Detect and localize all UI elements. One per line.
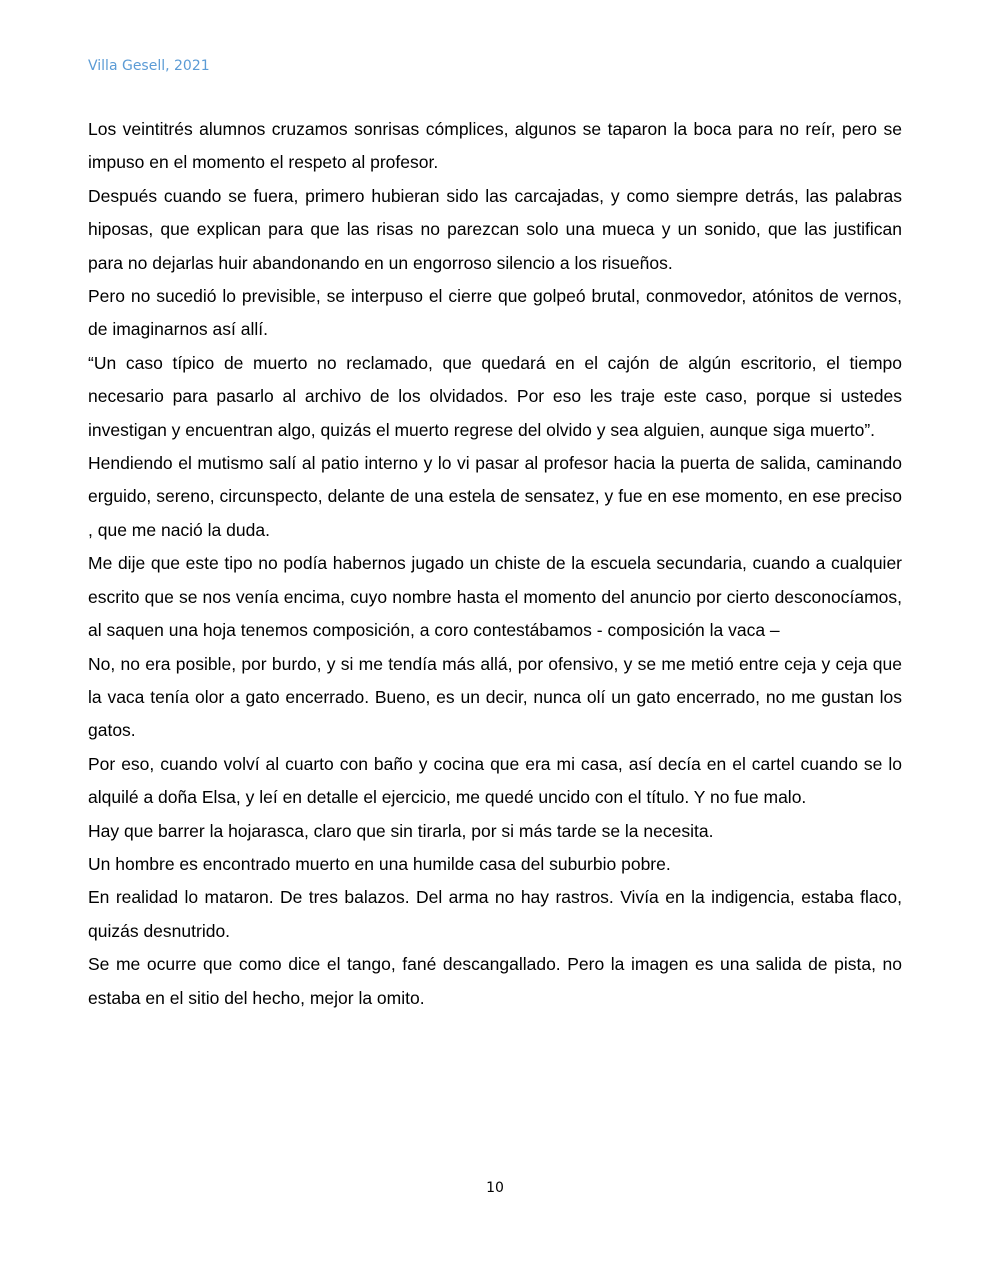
paragraph: Los veintitrés alumnos cruzamos sonrisas cómplices, algunos se taparon la boca para no reír, pero se impuso en el momento el respeto al profesor.: [88, 119, 902, 173]
paragraph: Un hombre es encontrado muerto en una humilde casa del suburbio pobre.: [88, 853, 671, 874]
paragraph: Después cuando se fuera, primero hubieran sido las carcajadas, y como siempre detrás, las palabras hiposas, que explican para que las risas no parezcan solo una mueca y un sonido, que las justifican para no dejarlas huir abandonando en un engorroso silencio a los risueños.: [88, 185, 902, 273]
body-text: [88, 113, 902, 1015]
paragraph: Pero no sucedió lo previsible, se interpuso el cierre que golpeó brutal, conmovedor, atónitos de vernos, de imaginarnos así allí.: [88, 286, 902, 340]
paragraph: “Un caso típico de muerto no reclamado, que quedará en el cajón de algún escritorio, el tiempo necesario para pasarlo al archivo de los olvidados. Por eso les traje este caso, porque si ustedes investigan y encuentran algo, quizás el muerto regrese del olvido y sea alguien, aunque siga muerto”.: [88, 352, 902, 440]
paragraph: No, no era posible, por burdo, y si me tendía más allá, por ofensivo, y se me metió entre ceja y ceja que la vaca tenía olor a gato encerrado. Bueno, es un decir, nunca olí un gato encerrado, no me gustan los gatos.: [88, 653, 902, 741]
page-number: 10: [486, 1180, 504, 1196]
paragraph: En realidad lo mataron. De tres balazos. Del arma no hay rastros. Vivía en la indigencia, estaba flaco, quizás desnutrido.: [88, 887, 902, 941]
paragraph: Por eso, cuando volví al cuarto con baño y cocina que era mi casa, así decía en el cartel cuando se lo alquilé a doña Elsa, y leí en detalle el ejercicio, me quedé uncido con el título. Y no fue malo.: [88, 753, 902, 808]
paragraph: Se me ocurre que como dice el tango, fané descangallado. Pero la imagen es una salida de pista, no estaba en el sitio del hecho, mejor la omito.: [88, 954, 902, 1008]
page-header: Villa Gesell, 2021: [88, 58, 210, 74]
paragraph: Me dije que este tipo no podía habernos jugado un chiste de la escuela secundaria, cuando a cualquier escrito que se nos venía encima, cuyo nombre hasta el momento del anuncio por cierto desconocíamos, al saquen una hoja tenemos composición, a coro contestábamos - composición la vaca –: [88, 553, 902, 641]
paragraph: Hendiendo el mutismo salí al patio interno y lo vi pasar al profesor hacia la puerta de salida, caminando erguido, sereno, circunspecto, delante de una estela de sensatez, y fue en ese momento, en ese preciso , que me nació la duda.: [88, 453, 902, 540]
paragraph: Hay que barrer la hojarasca, claro que sin tirarla, por si más tarde se la necesita.: [88, 820, 714, 841]
